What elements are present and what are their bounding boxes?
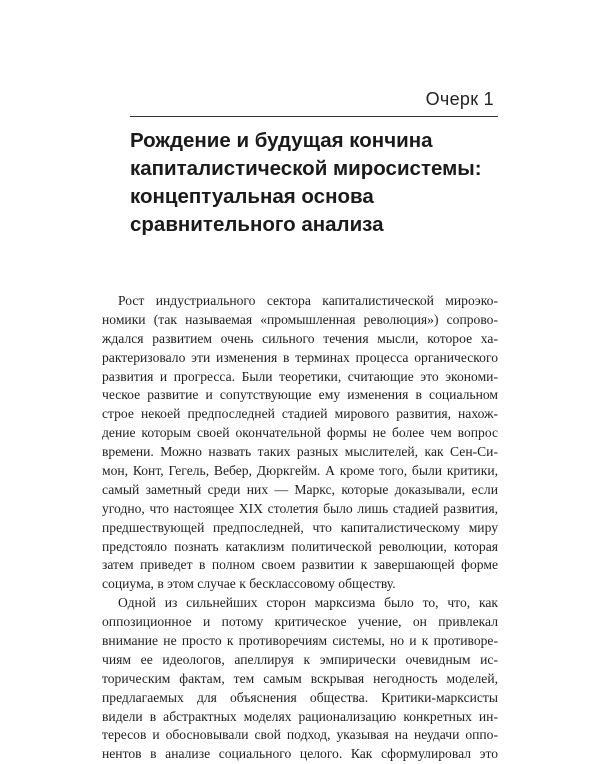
- text-line: рактеризовало эти изменения в терминах процесса органического: [102, 349, 498, 365]
- text-line: Одной из сильнейших сторон марксизма было то, что, как: [118, 595, 498, 611]
- text-line: ждался развитием очень сильного течения мысли, которое ха-: [102, 330, 498, 346]
- text-line: развития и прогресса. Были теоретики, считающие это экономи-: [102, 368, 498, 384]
- text-line: чиям ее идеологов, апеллируя к эмпирически очевидным ис-: [102, 651, 498, 667]
- text-line: видели в абстрактных моделях рационализацию конкретных ин-: [102, 708, 498, 724]
- text-line: предшествующей предпоследней, что капиталистическому миру: [102, 519, 498, 535]
- text-line: предстояло познать катаклизм политической революции, которая: [102, 538, 498, 554]
- text-line: дение которым своей окончательной формы не более чем вопрос: [102, 425, 498, 441]
- text-line: ческое развитие и сопутствующие ему изменения в социальном: [102, 387, 498, 403]
- paragraph-2: [102, 594, 498, 764]
- header-rule: [130, 116, 498, 117]
- text-line: номики (так называемая «промышленная революция») сопрово-: [102, 311, 498, 327]
- text-line: строе некоей предпоследней стадией мирового развития, нахож-: [102, 406, 498, 422]
- title-line: Рождение и будущая кончина: [130, 129, 433, 152]
- title-line: сравнительного анализа: [130, 213, 384, 236]
- chapter-label: Очерк 1: [425, 89, 494, 109]
- paragraph-1: [102, 292, 498, 594]
- text-line: времени. Можно назвать таких разных мыслителей, как Сен-Си-: [102, 444, 498, 460]
- text-line: самый заметный среди них — Маркс, которые доказывали, если: [102, 481, 498, 497]
- text-line: оппозиционное и потому критическое учение, он привлекал: [102, 614, 498, 630]
- body-text: [102, 292, 498, 764]
- text-line: угодно, что настоящее XIX столетия было лишь стадией развития,: [102, 500, 498, 516]
- chapter-title: [130, 127, 500, 239]
- text-line: внимание не просто к противоречиям системы, но и к противоре-: [102, 633, 498, 649]
- text-line: предлагаемых для объяснения общества. Критики-марксисты: [102, 689, 498, 705]
- text-line: Рост индустриального сектора капиталистической мироэко-: [118, 293, 498, 308]
- text-line: затем приведет в полном своем развитии к завершающей форме: [102, 557, 498, 573]
- text-line: мон, Конт, Гегель, Вебер, Дюркгейм. А кроме того, были критики,: [102, 463, 498, 479]
- text-line: социума, в этом случае к бесклассовому обществу.: [102, 576, 396, 592]
- title-line: концептуальная основа: [130, 185, 374, 208]
- title-line: капиталистической миросистемы:: [130, 157, 482, 180]
- text-line: торическим фактам, тем самым вскрывая негодность моделей,: [102, 670, 498, 686]
- text-line: тересов и обосновывали свой подход, указывая на неудачи оппо-: [102, 727, 498, 743]
- text-line: нентов в анализе социального целого. Как сформулировал это: [102, 746, 498, 762]
